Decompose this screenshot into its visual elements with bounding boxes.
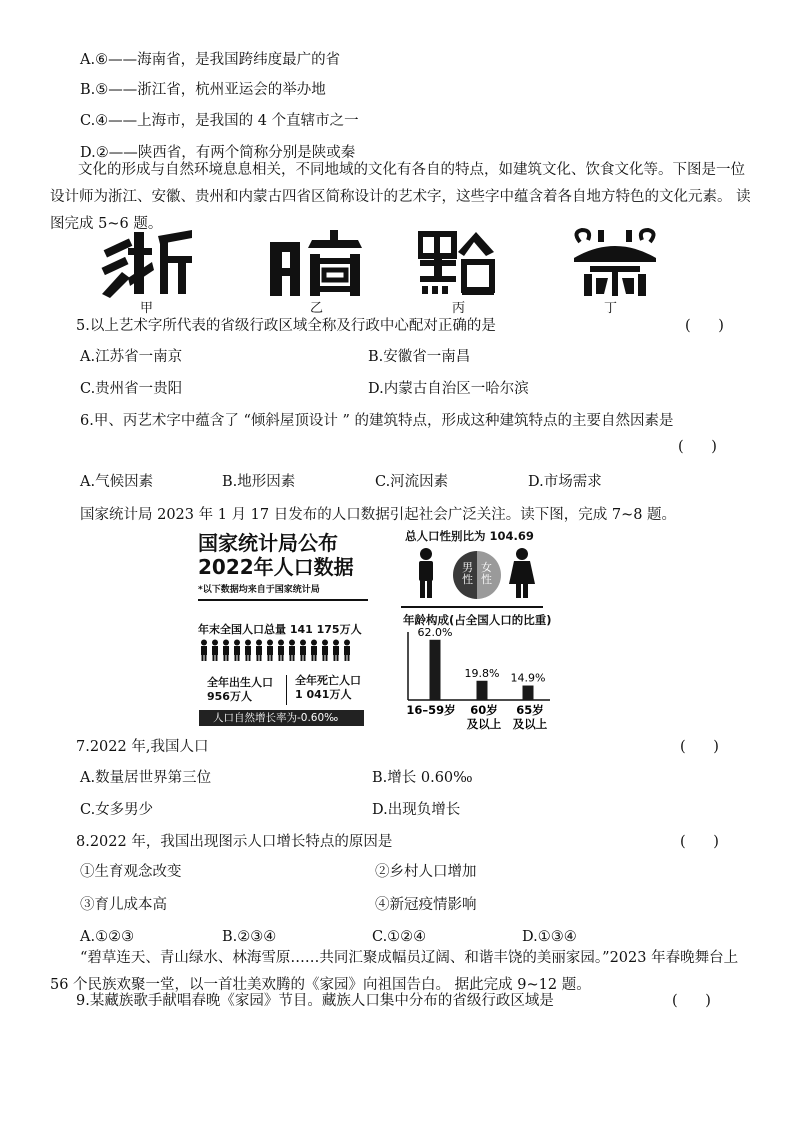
q8-item-2: ②乡村人口增加 — [375, 864, 477, 880]
q8-option-c: C.①②④ — [372, 929, 427, 945]
art-label-ding: 丁 — [604, 301, 618, 316]
q7-answer-blank: ( ) — [680, 739, 719, 755]
q6-option-c: C.河流因素 — [375, 474, 449, 490]
q8-option-b: B.②③④ — [222, 929, 277, 945]
age-composition-title: 年龄构成(占全国人口的比重) — [403, 613, 552, 627]
intro-7-8: 国家统计局 2023 年 1 月 17 日发布的人口数据引起社会广泛关注。读下图，完成 7~8 题。 — [80, 507, 677, 523]
births-label: 全年出生人口 — [207, 676, 273, 689]
female-label: 女性 — [481, 561, 492, 586]
bar-value-label: 14.9% — [510, 671, 546, 685]
q7-option-b: B.增长 0.60‰ — [372, 770, 473, 786]
bar-0 — [430, 640, 441, 700]
stat-divider — [286, 675, 287, 705]
bar-2 — [523, 686, 534, 700]
option-c: C.④——上海市，是我国的 4 个直辖市之一 — [80, 113, 359, 129]
q5-option-a: A.江苏省一南京 — [80, 349, 183, 365]
art-zhe-image — [100, 228, 195, 298]
q6-answer-blank: ( ) — [678, 439, 717, 455]
q8-item-1: ①生育观念改变 — [80, 864, 182, 880]
q5-stem: 5.以上艺术字所代表的省级行政区域全称及行政中心配对正确的是 — [76, 318, 496, 334]
art-meng-image — [570, 228, 660, 298]
intro-paragraph: 文化的形成与自然环境息息相关，不同地域的文化有各自的特点，如建筑文化、饮食文化等。下图是一位设计师为浙江、安徽、贵州和内蒙古四省区简称设计的艺术字，这些字中蕴含着各自地方特色的文化元素。 读图完成 5~6 题。 — [50, 162, 751, 232]
q8-item-3: ③育儿成本高 — [80, 897, 167, 913]
q5-answer-blank: ( ) — [685, 318, 724, 334]
q5-option-c: C.贵州省一贵阳 — [80, 381, 183, 397]
male-icon — [419, 548, 433, 598]
q7-stem: 7.2022 年,我国人口 — [76, 739, 209, 755]
q8-answer-blank: ( ) — [680, 834, 719, 850]
bar-1 — [477, 681, 488, 700]
total-population: 年末全国人口总量 141 175万人 — [198, 623, 362, 636]
infographic-title-1: 国家统计局公布 — [198, 531, 338, 555]
source-note: *以下数据均来自于国家统计局 — [198, 585, 320, 595]
male-label: 男性 — [462, 561, 473, 586]
art-qian-image — [418, 230, 498, 296]
q9-answer-blank: ( ) — [672, 993, 711, 1009]
category-label: 65岁及以上 — [512, 703, 548, 731]
option-b: B.⑤——浙江省，杭州亚运会的举办地 — [80, 82, 326, 98]
q6-stem: 6.甲、丙艺术字中蕴含了 “倾斜屋顶设计 ” 的建筑特点，形成这种建筑特点的主要自然因素是 — [80, 413, 674, 429]
q8-stem: 8.2022 年，我国出现图示人口增长特点的原因是 — [76, 834, 393, 850]
q5-option-b: B.安徽省一南昌 — [368, 349, 471, 365]
intro-9-12: “碧草连天、青山绿水、林海雪原……共同汇聚成幅员辽阔、和谐丰饶的美丽家园。”2023 年春晚舞台上 56 个民族欢聚一堂，以一首壮美欢腾的《家园》向祖国告白。 据此完成 9~12 题。 — [50, 950, 739, 993]
divider — [198, 599, 368, 601]
female-icon — [509, 548, 535, 598]
q8-item-4: ④新冠疫情影响 — [375, 897, 477, 913]
deaths-label: 全年死亡人口 — [295, 674, 361, 687]
q5-option-d: D.内蒙古自治区一哈尔滨 — [368, 381, 529, 397]
natural-growth-rate: 人口自然增长率为-0.60‰ — [199, 710, 364, 726]
category-label: 16–59岁 — [406, 703, 456, 717]
option-d: D.②——陕西省，有两个简称分别是陕或秦 — [80, 145, 356, 161]
q9-stem: 9.某藏族歌手献唱春晚《家园》节目。藏族人口集中分布的省级行政区域是 — [76, 993, 554, 1009]
art-label-yi: 乙 — [310, 301, 324, 316]
q6-option-d: D.市场需求 — [528, 474, 602, 490]
sex-ratio-label: 总人口性别比为 104.69 — [405, 529, 534, 543]
q7-option-a: A.数量居世界第三位 — [80, 770, 212, 786]
q6-option-a: A.气候因素 — [80, 474, 154, 490]
art-wan-image — [268, 228, 364, 296]
q8-option-d: D.①③④ — [522, 929, 577, 945]
art-label-bing: 丙 — [452, 301, 466, 316]
q6-option-b: B.地形因素 — [222, 474, 296, 490]
sex-ratio-divider — [401, 606, 543, 608]
option-a: A.⑥——海南省，是我国跨纬度最广的省 — [80, 52, 341, 68]
q7-option-c: C.女多男少 — [80, 802, 154, 818]
people-icons — [200, 639, 360, 663]
q8-option-a: A.①②③ — [80, 929, 135, 945]
deaths-value: 1 041万人 — [295, 688, 352, 701]
bar-value-label: 62.0% — [417, 628, 453, 639]
births-value: 956万人 — [207, 690, 252, 703]
bar-value-label: 19.8% — [464, 666, 500, 680]
category-label: 60岁及以上 — [466, 703, 502, 731]
q7-option-d: D.出现负增长 — [372, 802, 461, 818]
art-label-jia: 甲 — [140, 301, 154, 316]
infographic-title-2: 2022年人口数据 — [198, 555, 354, 579]
age-bar-chart — [400, 628, 560, 738]
sex-ratio-graphic — [412, 546, 542, 602]
